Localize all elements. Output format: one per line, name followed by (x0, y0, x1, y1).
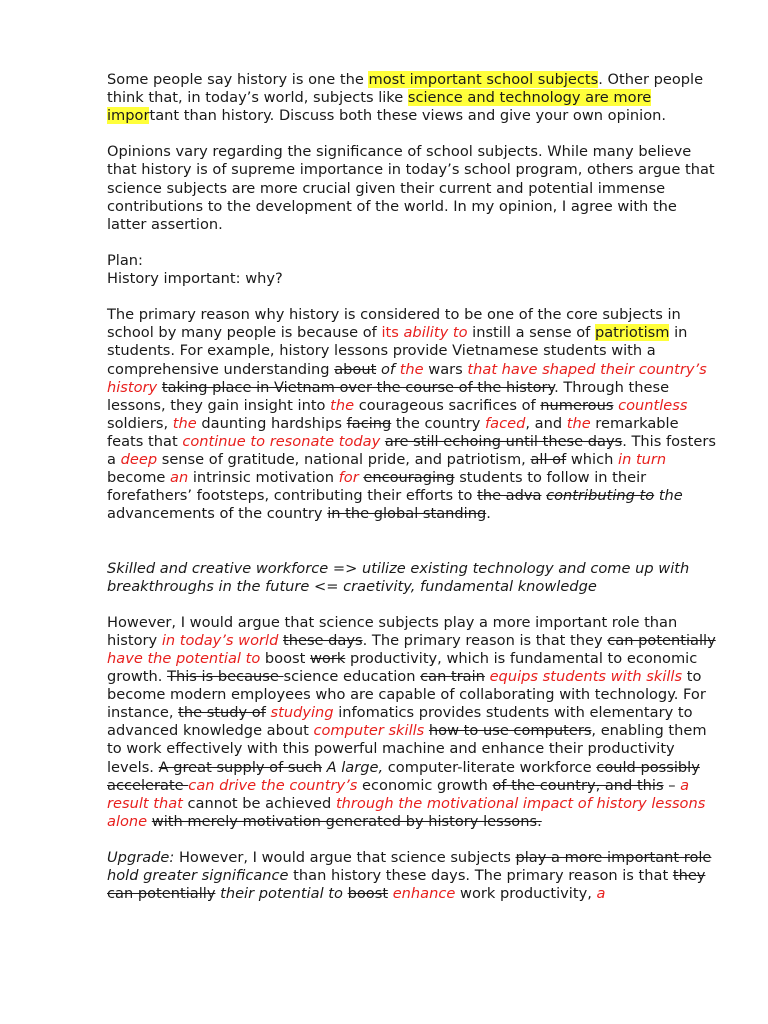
text-run: The primary reason why history is considered to be one of the core subjects in school by many people is because of (107, 306, 681, 342)
text-run: the adva (477, 487, 542, 505)
text-run: wars (423, 360, 468, 378)
text-run: science and technology are more impor (107, 89, 652, 125)
text-run: Opinions vary regarding the significance of school subjects. While many believe that history is of supreme importance in today’s school program, others argue that science subjects are more crucial given their current and potential immense contributions to the development of the world. In my opinion, I agree with the latter assertion. (107, 143, 715, 233)
text-run: could possibly accelerate (107, 758, 700, 794)
text-run: infomatics provides students with elementary to advanced knowledge about (107, 704, 693, 740)
text-run: . (486, 505, 491, 523)
text-run: A great supply of such (158, 758, 322, 776)
text-run: studying (270, 704, 334, 722)
text-run: intrinsic motivation (188, 469, 339, 487)
text-run: However, I would argue that science subjects (174, 849, 516, 867)
text-run: that have shaped their country’s history (107, 360, 707, 396)
text-run: the (330, 396, 355, 414)
text-run: these days (283, 631, 363, 649)
text-run: the (566, 414, 591, 432)
text-run: . Through these lessons, they gain insight into (107, 378, 670, 414)
text-run: cannot be achieved (182, 794, 336, 812)
text-run: which (566, 450, 619, 468)
text-run: science education (283, 668, 421, 686)
text-run: for (338, 469, 359, 487)
text-run: contributing to (546, 487, 655, 505)
text-run: a result that (107, 776, 690, 812)
text-run: countless (618, 396, 688, 414)
text-run: encouraging (363, 469, 455, 487)
text-run: computer-literate workforce (383, 758, 597, 776)
text-run: instill a sense of (467, 324, 595, 342)
text-run: are still echoing until these days (384, 432, 623, 450)
text-run: its (381, 324, 404, 342)
text-run: can drive the country’s (188, 776, 358, 794)
text-run: with merely motivation generated by history lessons. (151, 812, 542, 830)
introduction-paragraph (107, 143, 719, 233)
essay-prompt (107, 71, 719, 125)
text-run: economic growth (357, 776, 493, 794)
text-run: courageous sacrifices of (354, 396, 541, 414)
text-run: through the motivational impact of history lessons alone (107, 794, 706, 830)
text-run: tant than history. Discuss both these views and give your own opinion. (149, 107, 667, 125)
text-run: play a more important role (515, 849, 712, 867)
body-paragraph-history (107, 306, 719, 523)
text-run: numerous (540, 396, 614, 414)
text-run: a (596, 885, 606, 903)
text-run: can train (420, 668, 485, 686)
text-run: ability to (403, 324, 468, 342)
text-run: can potentially (607, 631, 716, 649)
text-run: Plan: (107, 251, 143, 269)
blank-line (107, 541, 719, 559)
text-run: work (309, 650, 346, 667)
text-run: boost (260, 650, 310, 667)
text-run: of (380, 360, 396, 378)
text-run: soldiers, (107, 414, 173, 432)
text-run: taking place in Vietnam over the course of the history (161, 378, 555, 396)
text-run: daunting hardships (196, 414, 347, 432)
text-run: in the global standing (327, 505, 487, 523)
text-run: their potential to (220, 885, 343, 903)
document-page (107, 71, 719, 921)
text-run: productivity, which is fundamental to economic growth. (107, 650, 698, 686)
text-run: Skilled and creative workforce => utilize existing technology and come up with breakthroughs in the future <= craetivity, fundamental knowledge (107, 559, 690, 595)
text-run: remarkable feats that (107, 414, 679, 450)
text-run: advancements of the country (107, 505, 328, 523)
text-run: boost (347, 885, 389, 903)
text-run: the study of (178, 704, 266, 722)
text-run: computer skills (313, 722, 425, 740)
upgrade-paragraph (107, 849, 719, 903)
text-run: deep (120, 450, 158, 468)
text-run: in turn (618, 450, 667, 468)
text-run: students to follow in their forefathers’ footsteps, contributing their efforts to (107, 469, 647, 505)
text-run: the (399, 360, 424, 378)
text-run: work productivity, (455, 885, 597, 903)
text-run: . The primary reason is that they (362, 631, 608, 649)
plan-notes (107, 252, 719, 288)
text-run: equips students with skills (489, 668, 683, 686)
text-run: to become modern employees who are capable of collaborating with technology. For instance, (107, 668, 706, 722)
text-run: the (658, 487, 683, 505)
text-run: sense of gratitude, national pride, and patriotism, (157, 450, 531, 468)
text-run: the (172, 414, 197, 432)
text-run: History important: why? (107, 270, 283, 288)
text-run: they can potentially (107, 867, 706, 903)
text-run: about (334, 360, 377, 378)
text-run: continue to resonate today (182, 432, 381, 450)
text-run: Upgrade: (107, 849, 175, 867)
text-run: in students. For example, history lessons provide Vietnamese students with a comprehensive understanding (107, 324, 688, 378)
outline-note (107, 560, 719, 596)
text-run: all of (530, 450, 567, 468)
text-run: of the country, and this (492, 776, 664, 794)
text-run: – (663, 776, 681, 794)
text-run: . Other people think that, in today’s world, subjects like (107, 71, 704, 107)
text-run: facing (346, 414, 392, 432)
text-run: enhance (392, 885, 456, 903)
text-run: , enabling them to work effectively with this powerful machine and enhance their productivity levels. (107, 722, 707, 776)
body-paragraph-science (107, 614, 719, 831)
text-run: This is because (167, 668, 284, 686)
text-run: the country (391, 414, 485, 432)
text-run: patriotism (594, 324, 670, 342)
text-run: faced (484, 414, 526, 432)
text-run: than history these days. The primary reason is that (288, 867, 673, 885)
text-run: how to use computers (428, 722, 592, 740)
text-run: . This fosters a (107, 432, 716, 468)
text-run: hold greater significance (107, 867, 289, 885)
text-run: , and (525, 414, 567, 432)
text-run: become (107, 469, 171, 487)
text-run: in today’s world (161, 631, 279, 649)
text-run: an (170, 469, 189, 487)
text-run: have the potential to (107, 650, 261, 667)
text-run: most important school subjects (368, 71, 599, 88)
text-run: Some people say history is one the (107, 71, 369, 88)
text-run: However, I would argue that science subjects play a more important role than history (107, 613, 678, 649)
text-run: A large, (326, 758, 384, 776)
